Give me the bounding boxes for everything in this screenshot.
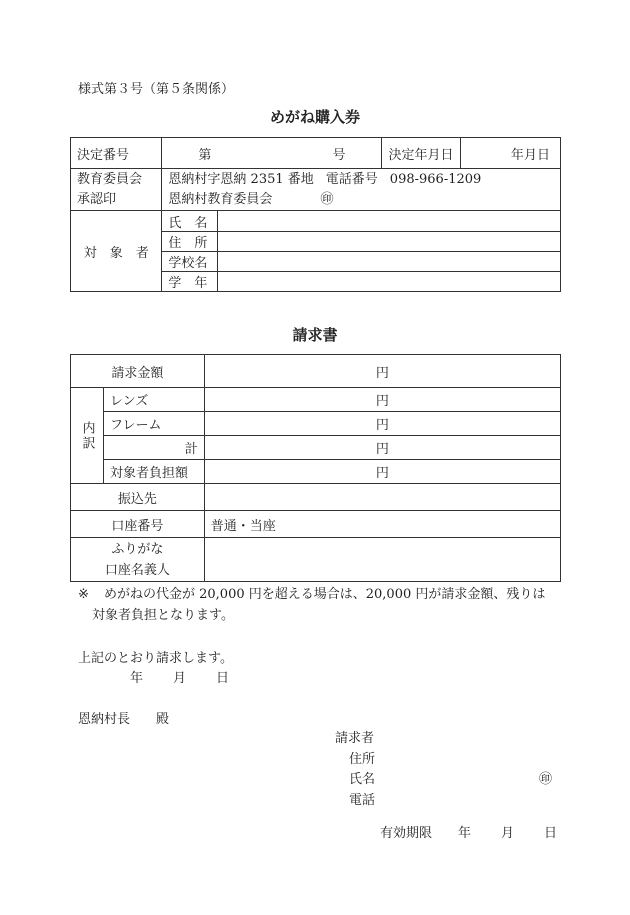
- validity-year: 年: [458, 826, 472, 841]
- amount-yen: 円: [375, 365, 389, 381]
- account-holder-field[interactable]: [204, 538, 560, 582]
- decision-number-field[interactable]: [162, 138, 382, 169]
- total-label: 計: [103, 436, 204, 460]
- addressee: 恩納村長 殿: [78, 712, 170, 727]
- total-field[interactable]: [204, 436, 560, 460]
- invoice-title: 請求書: [292, 326, 338, 344]
- voucher-title: めがね購入券: [269, 108, 360, 126]
- claimant-phone-label: 電話: [349, 793, 376, 808]
- transfer-label: 振込先: [71, 484, 205, 511]
- account-number-label: 口座番号: [71, 511, 205, 538]
- decision-date-year: 年: [510, 147, 524, 163]
- frame-label: フレーム: [103, 412, 204, 436]
- name-field[interactable]: [217, 211, 560, 232]
- request-date[interactable]: [130, 667, 229, 686]
- approval-label-line1: 教育委員会: [77, 171, 143, 187]
- frame-yen: 円: [375, 418, 389, 433]
- account-number-field[interactable]: [204, 511, 560, 538]
- target-label: 対 象 者: [71, 211, 162, 292]
- request-date-year: 年: [130, 671, 144, 686]
- breakdown-label-text: 内訳: [79, 420, 95, 451]
- amount-label: 請求金額: [71, 355, 205, 388]
- lens-label: レンズ: [103, 388, 204, 412]
- decision-date-field[interactable]: [460, 138, 560, 169]
- approval-org: 恩納村教育委員会: [168, 191, 273, 207]
- breakdown-label: [71, 388, 104, 484]
- address-field[interactable]: [217, 232, 560, 252]
- decision-number-prefix: 第: [198, 147, 212, 163]
- lens-row: [71, 388, 561, 412]
- decision-number-suffix: 号: [332, 147, 346, 163]
- burden-yen: 円: [375, 466, 389, 481]
- amount-row: [71, 355, 561, 388]
- name-label: 氏 名: [162, 211, 217, 232]
- validity-label: 有効期限: [380, 826, 433, 841]
- total-row: [71, 436, 561, 460]
- note: [78, 584, 568, 626]
- decision-row: [71, 138, 561, 169]
- approval-phone: 098-966-1209: [389, 171, 482, 187]
- frame-row: [71, 412, 561, 436]
- voucher-table: [70, 137, 561, 292]
- burden-label: 対象者負担額: [103, 460, 204, 484]
- validity-month: 月: [501, 826, 515, 841]
- frame-field[interactable]: [204, 412, 560, 436]
- school-label: 学校名: [162, 252, 217, 272]
- approval-label: [71, 169, 162, 211]
- approval-row: [71, 169, 561, 211]
- lens-yen: 円: [375, 394, 389, 409]
- account-holder-label-text: 口座名義人: [104, 562, 170, 578]
- amount-field[interactable]: [204, 355, 560, 388]
- total-yen: 円: [375, 442, 389, 457]
- account-holder-row: [71, 538, 561, 582]
- address-label: 住 所: [162, 232, 217, 252]
- transfer-row: [71, 484, 561, 511]
- lens-field[interactable]: [204, 388, 560, 412]
- form-number: 様式第３号（第５条関係）: [78, 82, 235, 97]
- account-holder-label: [71, 538, 205, 582]
- burden-row: [71, 460, 561, 484]
- furigana-label: ふりがな: [111, 541, 164, 557]
- request-date-month: 月: [173, 671, 187, 686]
- validity: [380, 822, 557, 841]
- account-number-row: [71, 511, 561, 538]
- request-statement: 上記のとおり請求します。: [78, 651, 233, 666]
- decision-date-label: 決定年月日: [382, 138, 460, 169]
- burden-field[interactable]: [204, 460, 560, 484]
- decision-number-label: 決定番号: [71, 138, 162, 169]
- note-mark: ※: [78, 587, 89, 602]
- grade-field[interactable]: [217, 272, 560, 292]
- account-type: 普通・当座: [210, 518, 276, 534]
- claimant-seal-mark: ㊞: [539, 772, 553, 787]
- decision-date-day: 日: [536, 147, 550, 163]
- claimant-label: 請求者: [335, 731, 375, 746]
- target-name-row: [71, 211, 561, 232]
- claimant-address-label: 住所: [349, 752, 376, 767]
- grade-label: 学 年: [162, 272, 217, 292]
- claimant-name-label: 氏名: [349, 772, 376, 787]
- approval-phone-label: 電話番号: [325, 171, 378, 187]
- note-line2: 対象者負担となります。: [92, 608, 234, 623]
- validity-day: 日: [544, 826, 558, 841]
- transfer-field[interactable]: [204, 484, 560, 511]
- note-line1: めがねの代金が 20,000 円を超える場合は、20,000 円が請求金額、残りは: [104, 587, 546, 602]
- school-field[interactable]: [217, 252, 560, 272]
- approval-stamp-area: [162, 169, 561, 211]
- approval-address: 恩納村字恩納 2351 番地: [168, 171, 314, 187]
- decision-date-month: 月: [523, 147, 537, 163]
- request-date-day: 日: [216, 671, 230, 686]
- approval-label-line2: 承認印: [77, 191, 117, 207]
- approval-seal-mark: ㊞: [320, 191, 334, 207]
- invoice-table: [70, 354, 561, 582]
